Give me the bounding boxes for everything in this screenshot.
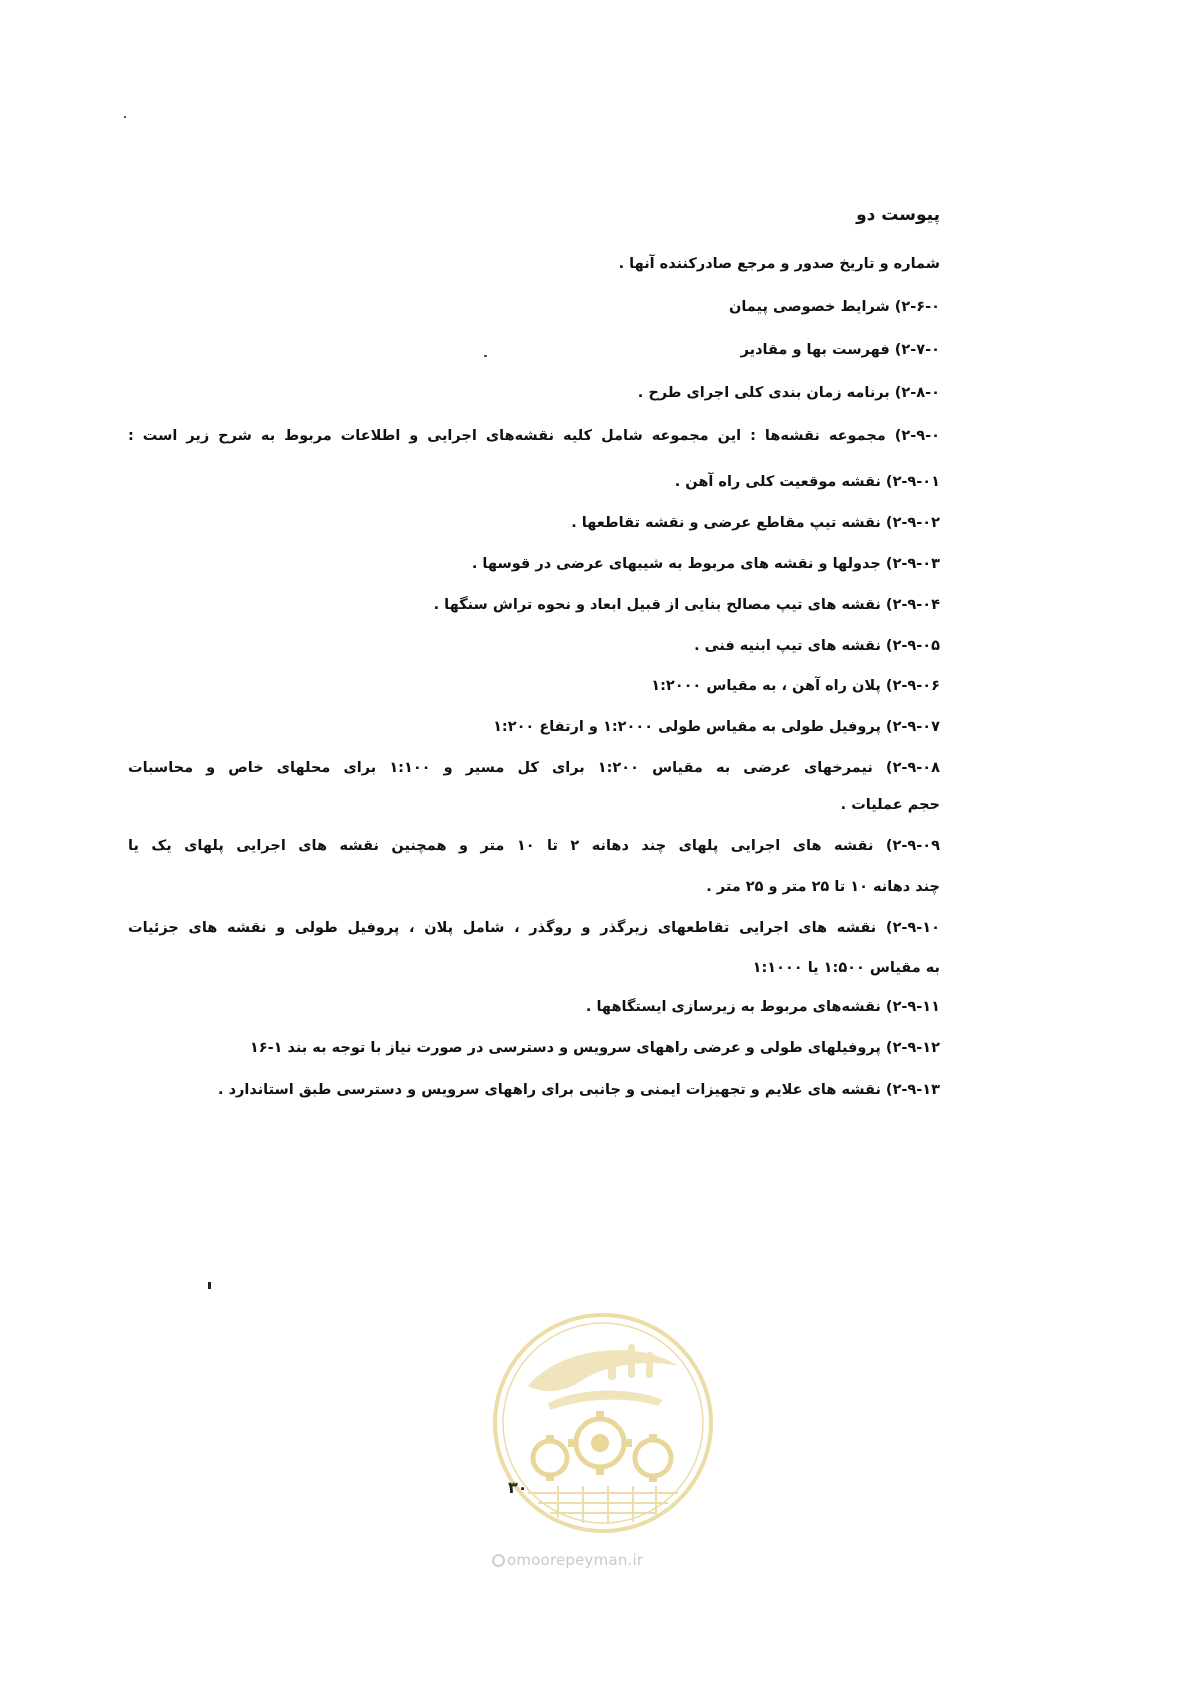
list-item: ۲-۶-۰) شرایط خصوصی پیمان <box>728 299 940 315</box>
list-item: ۲-۹-۰۸) نیمرخهای عرضی به مقیاس ۱:۲۰۰ برای کل مسیر و ۱:۱۰۰ برای محلهای خاص و محاسبات <box>128 760 940 776</box>
list-item: ۲-۹-۰۷) پروفیل طولی به مقیاس طولی ۱:۲۰۰۰ و ارتفاع ۱:۲۰۰ <box>493 719 940 735</box>
scan-speck <box>124 116 126 118</box>
list-item-continuation: حجم عملیات . <box>840 797 940 813</box>
text-line: شماره و تاریخ صدور و مرجع صادرکننده آنها . <box>618 256 940 272</box>
list-item-continuation: به مقیاس ۱:۵۰۰ یا ۱:۱۰۰۰ <box>752 960 940 976</box>
list-item: ۲-۹-۰۶) پلان راه آهن ، به مقیاس ۱:۲۰۰۰ <box>651 678 940 694</box>
list-item: ۲-۹-۰۴) نقشه های تیپ مصالح بنایی از قبیل ابعاد و نحوه تراش سنگها . <box>433 597 940 613</box>
page-number: ۳۰ <box>508 1478 528 1497</box>
watermark-logo-icon <box>488 1308 718 1538</box>
list-item: ۲-۸-۰) برنامه زمان بندی کلی اجرای طرح . <box>637 385 940 401</box>
list-item: ۲-۹-۰۳) جدولها و نقشه های مربوط به شیبهای عرضی در قوسها . <box>471 556 940 572</box>
list-item: ۲-۹-۱۰) نقشه های اجرایی تقاطعهای زیرگذر و روگذر ، شامل پلان ، پروفیل طولی و نقشه های جزئیات <box>128 920 940 936</box>
appendix-heading: پیوست دو <box>856 205 940 225</box>
list-item: ۲-۹-۱۲) پروفیلهای طولی و عرضی راههای سرویس و دسترسی در صورت نیاز با توجه به بند ۱-۱۶ <box>249 1040 940 1056</box>
watermark-url-text: omoorepeyman.ir <box>507 1551 644 1569</box>
list-item: ۲-۹-۰) مجموعه نقشه‌ها : این مجموعه شامل کلیه نقشه‌های اجرایی و اطلاعات مربوط به شرح زیر است : <box>128 428 940 444</box>
list-item: ۲-۹-۰۱) نقشه موقعیت کلی راه آهن . <box>674 474 940 490</box>
list-item: ۲-۹-۰۲) نقشه تیپ مقاطع عرضی و نقشه تقاطعها . <box>571 515 940 531</box>
list-item-continuation: چند دهانه ۱۰ تا ۲۵ متر و ۲۵ متر . <box>706 879 940 895</box>
scan-speck <box>208 1282 211 1289</box>
list-item: ۲-۷-۰) فهرست بها و مقادیر <box>740 342 940 358</box>
list-item: ۲-۹-۰۹) نقشه های اجرایی پلهای چند دهانه ۲ تا ۱۰ متر و همچنین نقشه های اجرایی پلهای یک یا <box>128 838 940 854</box>
watermark-url <box>492 1551 643 1569</box>
scan-speck <box>484 355 487 357</box>
list-item: ۲-۹-۱۱) نقشه‌های مربوط به زیرسازی ایستگاهها . <box>585 999 940 1015</box>
at-sign-icon <box>492 1554 505 1567</box>
list-item: ۲-۹-۱۳) نقشه های علایم و تجهیزات ایمنی و جانبی برای راههای سرویس و دسترسی طبق استاندارد . <box>218 1082 940 1098</box>
list-item: ۲-۹-۰۵) نقشه های تیپ ابنیه فنی . <box>694 638 940 654</box>
